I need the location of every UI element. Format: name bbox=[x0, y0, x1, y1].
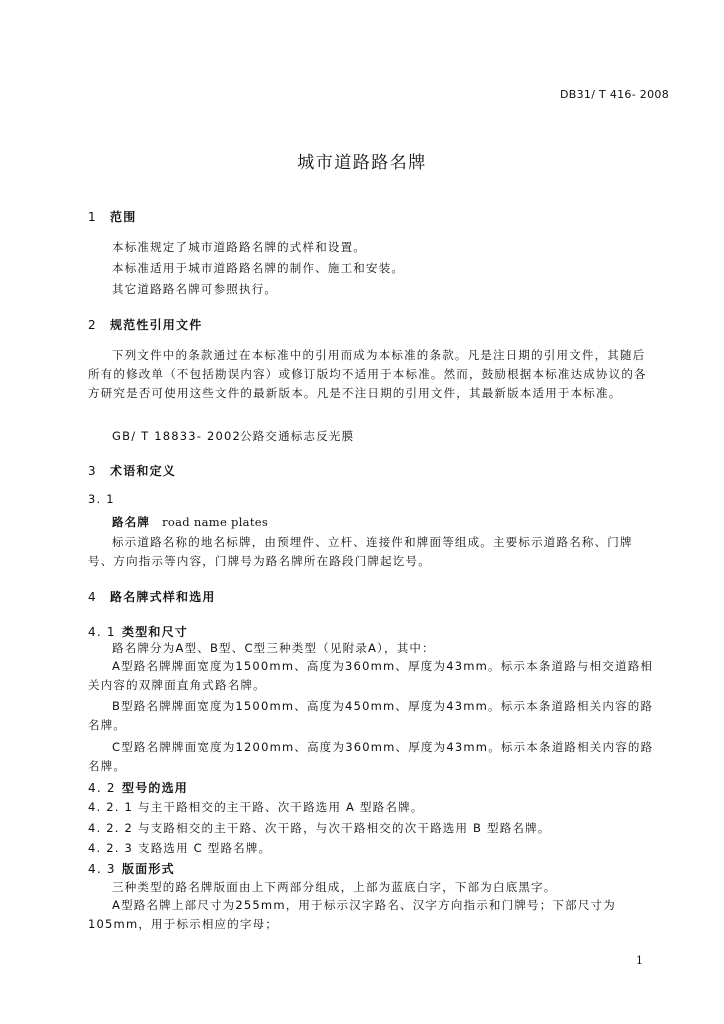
section-title: 规范性引用文件 bbox=[110, 318, 203, 332]
normative-references-paragraph: 下列文件中的条款通过在本标准中的引用而成为本标准的条款。凡是注日期的引用文件，其随后所有的修改单（不包括勘误内容）或修订版均不适用于本标准。然而，鼓励根据本标准达成协议的各方研究是否可使用这些文件的最新版本。凡是不注日期的引用文件，其最新版本适用于本标准。 bbox=[88, 348, 647, 400]
standard-code: DB31/ T 416- 2008 bbox=[560, 88, 669, 101]
subsection-number: 4. 3 bbox=[88, 862, 116, 876]
section-title: 路名牌式样和选用 bbox=[110, 590, 216, 604]
type-c-spec: C型路名牌牌面宽度为1200mm、高度为360mm、厚度为43mm。标示本条道路相关内容的路名牌。 bbox=[88, 740, 654, 773]
section-title: 范围 bbox=[110, 210, 137, 224]
clause-number: 4. 2. 2 bbox=[88, 821, 133, 835]
paragraph-line: 其它道路路名牌可参照执行。 bbox=[112, 282, 278, 296]
section-title: 术语和定义 bbox=[110, 464, 177, 478]
section-3-heading bbox=[88, 462, 176, 479]
clause-number: 4. 2. 1 bbox=[88, 800, 133, 814]
subsection-title: 型号的选用 bbox=[122, 781, 189, 795]
section-number: 4 bbox=[88, 590, 97, 604]
clause-text: 支路选用 C 型路名牌。 bbox=[138, 841, 272, 855]
subsection-number: 3. 1 bbox=[88, 492, 115, 506]
subsection-title: 版面形式 bbox=[122, 862, 175, 876]
reference-entry bbox=[112, 428, 354, 444]
reference-code: GB/ T 18833- 2002 bbox=[112, 429, 242, 443]
clause-text: 与支路相交的主干路、次干路，与次干路相交的次干路选用 B 型路名牌。 bbox=[138, 821, 551, 835]
section-4-heading bbox=[88, 588, 216, 605]
term-english: road name plates bbox=[162, 515, 269, 529]
type-a-spec: A型路名牌牌面宽度为1500mm、高度为360mm、厚度为43mm。标示本条道路与相交道路相关内容的双牌面直角式路名牌。 bbox=[88, 659, 654, 692]
section-number: 2 bbox=[88, 318, 97, 332]
clause-text: 与主干路相交的主干路、次干路选用 A 型路名牌。 bbox=[138, 800, 424, 814]
reference-title: 公路交通标志反光膜 bbox=[240, 429, 355, 443]
term-definition: 标示道路名称的地名标牌，由预埋件、立杆、连接件和牌面等组成。主要标示道路名称、门牌号、方向指示等内容，门牌号为路名牌所在路段门牌起讫号。 bbox=[88, 535, 633, 568]
subsection-4-3-heading bbox=[88, 860, 175, 877]
subsection-number: 4. 2 bbox=[88, 781, 116, 795]
document-title: 城市道路路名牌 bbox=[297, 153, 427, 173]
paragraph-line: 路名牌分为A型、B型、C型三种类型（见附录A），其中： bbox=[112, 641, 435, 655]
subsection-4-2-heading bbox=[88, 779, 188, 796]
type-b-spec: B型路名牌牌面宽度为1500mm、高度为450mm、厚度为43mm。标示本条道路相关内容的路名牌。 bbox=[88, 699, 654, 732]
clause-item bbox=[88, 799, 423, 815]
section-number: 3 bbox=[88, 464, 97, 478]
subsection-4-1-heading bbox=[88, 623, 188, 640]
term-entry bbox=[112, 514, 268, 530]
type-a-layout-spec: A型路名牌上部尺寸为255mm，用于标示汉字路名、汉字方向指示和门牌号；下部尺寸为105mm，用于标示相应的字母； bbox=[88, 898, 616, 931]
section-2-heading bbox=[88, 316, 202, 333]
clause-number: 4. 2. 3 bbox=[88, 841, 133, 855]
paragraph-line: 本标准适用于城市道路路名牌的制作、施工和安装。 bbox=[112, 261, 405, 275]
clause-item bbox=[88, 820, 551, 836]
page-number: 1 bbox=[636, 954, 643, 967]
paragraph-line: 本标准规定了城市道路路名牌的式样和设置。 bbox=[112, 240, 366, 254]
subsection-number: 4. 1 bbox=[88, 625, 116, 639]
subsection-title: 类型和尺寸 bbox=[122, 625, 189, 639]
term-chinese: 路名牌 bbox=[112, 515, 151, 529]
paragraph-line: 三种类型的路名牌版面由上下两部分组成，上部为蓝底白字，下部为白底黑字。 bbox=[112, 880, 557, 894]
section-number: 1 bbox=[88, 210, 97, 224]
clause-item bbox=[88, 840, 271, 856]
section-1-heading bbox=[88, 208, 136, 225]
